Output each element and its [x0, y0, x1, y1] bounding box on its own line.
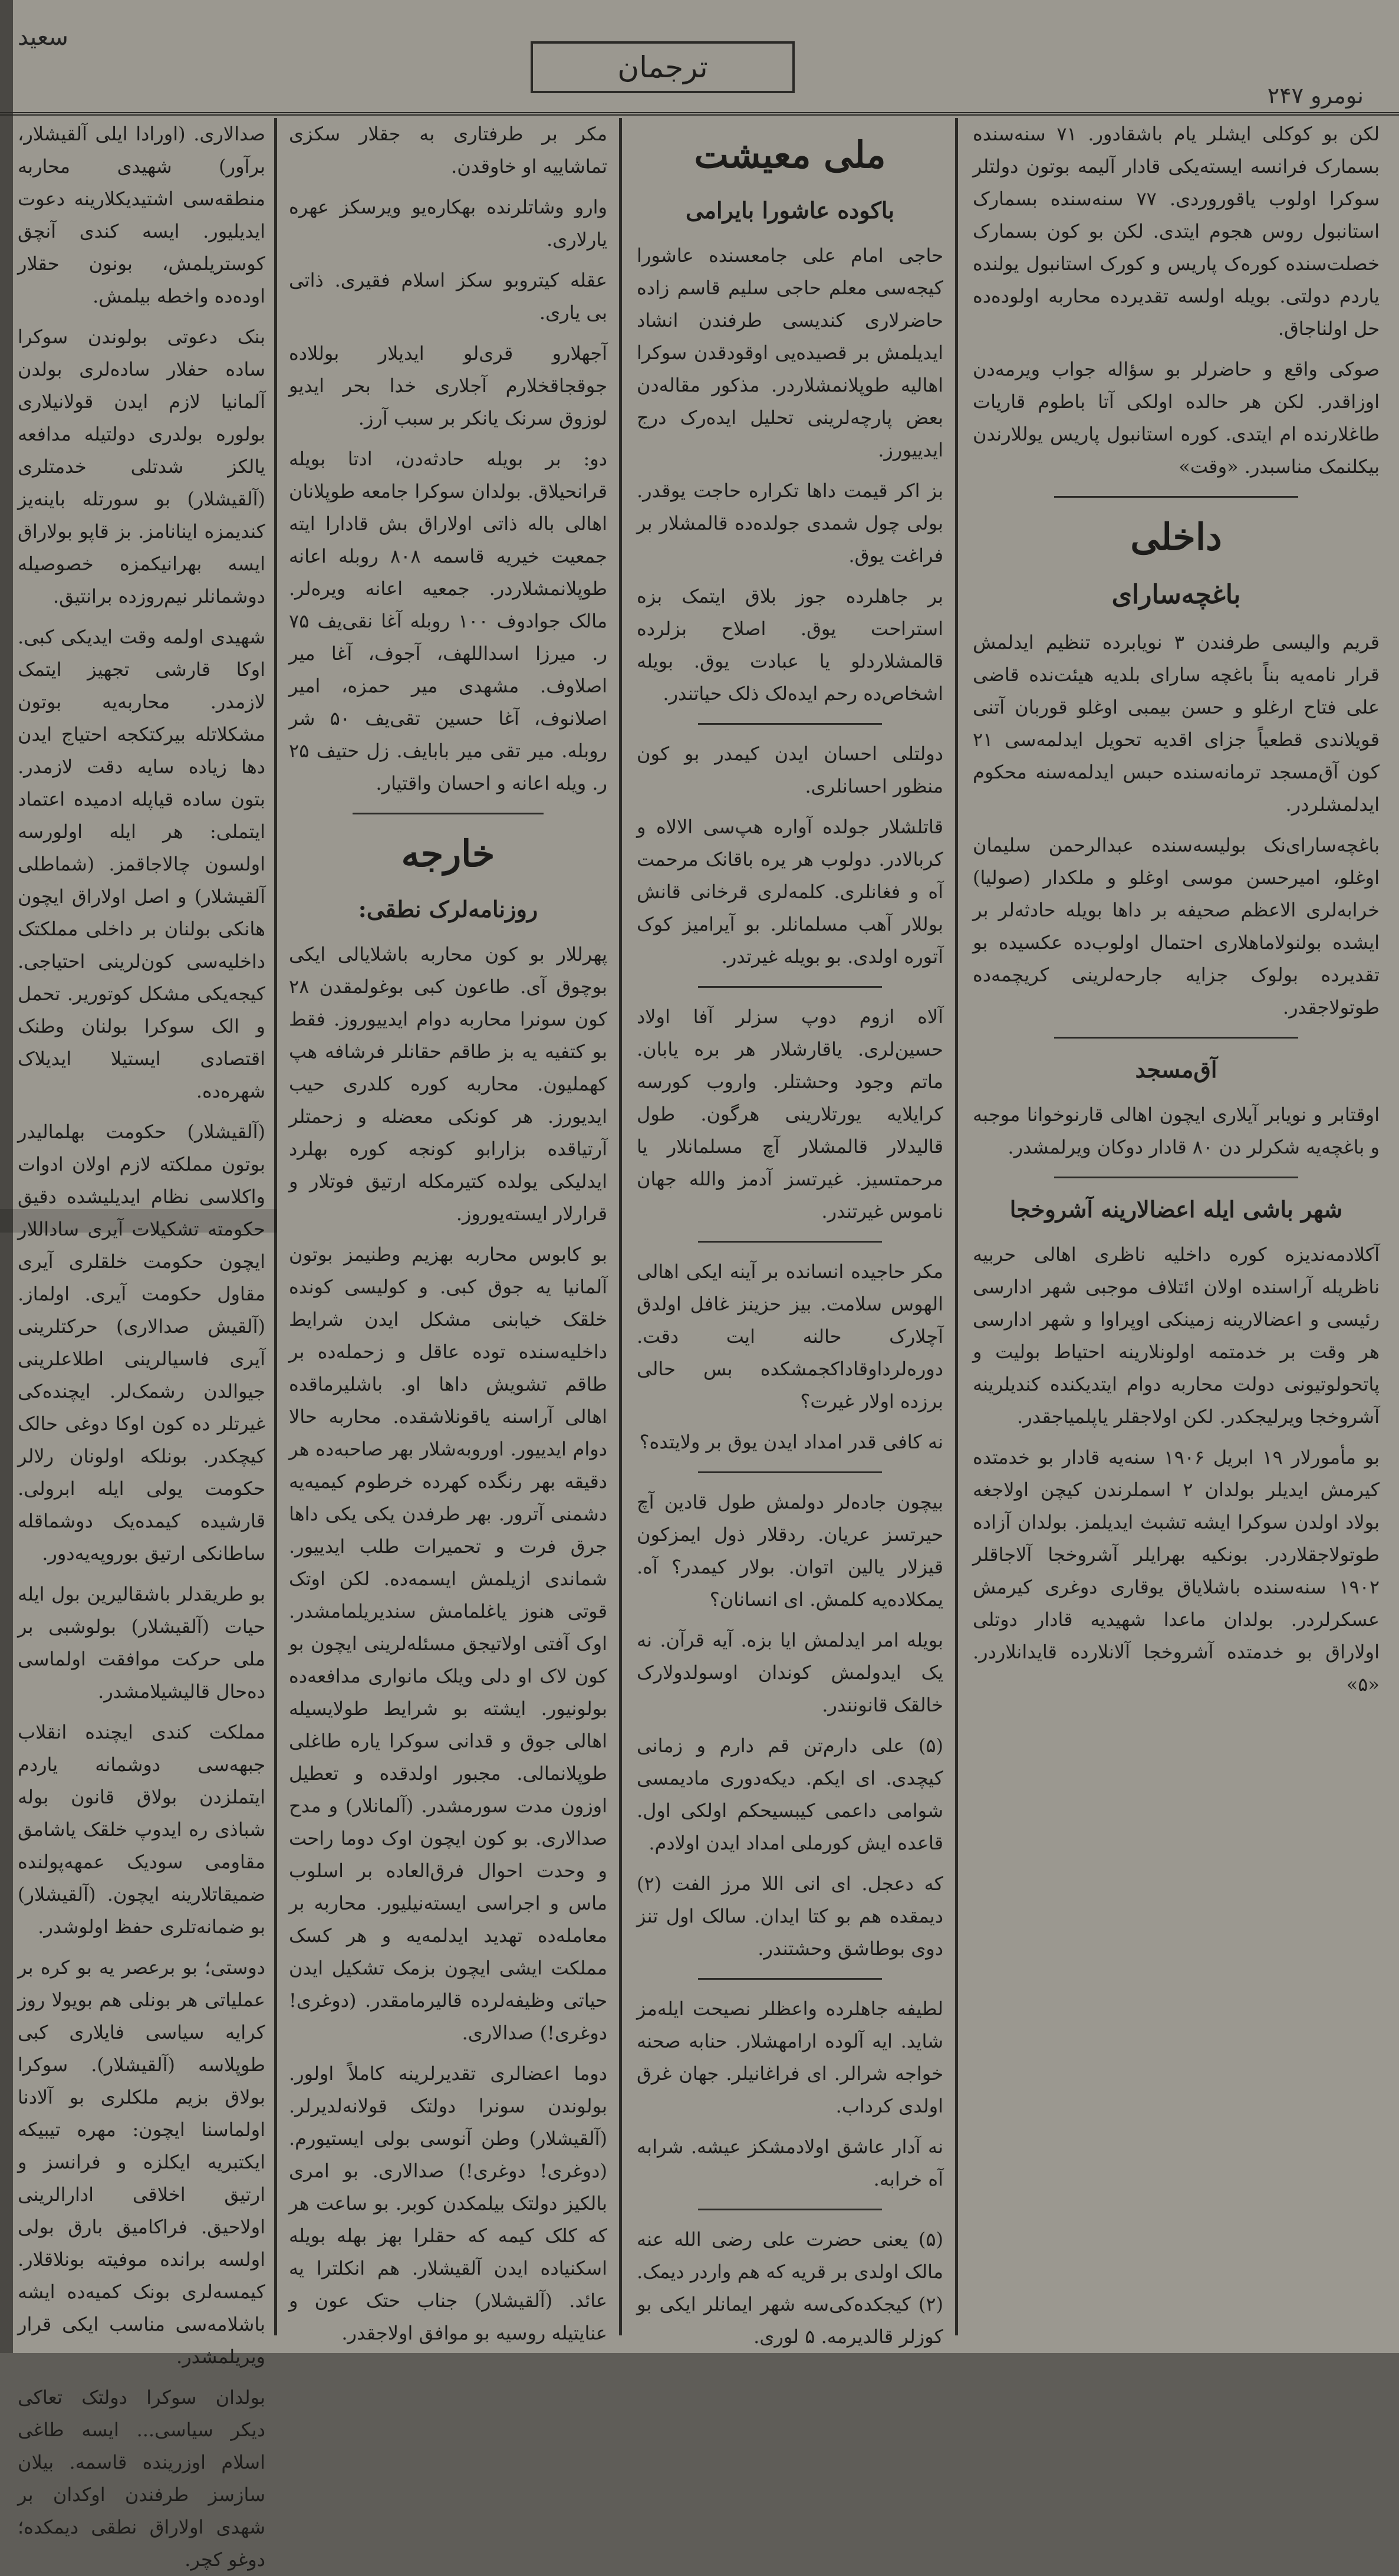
article-separator	[698, 986, 882, 988]
article-separator	[1054, 1037, 1298, 1039]
article-paragraph: دو: بر بویله حادثه‌دن، ادتا بویله قرانحیلاق. بولدان سوکرا جامعه طوپلانان اهالی باله ذاتی اولاراق بش قادارا ایته جمعیت خیریه قاسمه ۸۰۸ روبله اعانه طوپلانمشلاردر. جمعیه اعانه ویره‌لر. مالک جوادوف ۱۰۰ روبله آغا نقی‌یف ۷۵ ر. میرزا اسداللهف، آجوف، آغا میر اصلاوف. مشهدی میر حمزه، امیر اصلانوف، آغا حسین تقی‌یف ۵۰ شر روبله. میر تقی میر بابایف. زل حتیف ۲۵ ر. ویله اعانه و احسان واقتیار.	[289, 448, 608, 794]
article-heading: داخلی	[1130, 515, 1222, 558]
article-paragraph: شهیدی اولمه وقت ایدیکی کبی. اوکا قارشی تجهیز ایتمک لازمدر. محاربه‌یه بوتون مشکلاتله بیرکتکجه احتیاج ایدن دها زیاده سایه دقت لازمدر. بتون ساده قیاپله ادمیده اعتماد ایتملی: هر ایله اولورسه اولسون چالاجاقمز. (شماطلی آلقیشلار) و اصل اولاراق ایچون هانکی بولنان بر داخلی مملکتک داخلیه‌سی کون‌لرینی احتیاجی. کیجه‌یکی مشکل کوتوریر. تحمل و الک سوکرا بولنان وطنک اقتصادی ایستیلا ایدیلاک شهره‌ده.	[18, 626, 265, 1102]
article-paragraph: آجهلارو قری‌لو ایدیلار بوللاده جوقجاقخلارم آجلاری خدا بحر ایدیو لوزوق سرنک یانکر بر سبب آرز.	[289, 342, 607, 429]
article-separator	[698, 723, 882, 725]
article-paragraph: حاجی امام علی جامعسنده عاشورا کیجه‌سی معلم حاجی سلیم قاسم زاده حاضرلاری کندیسی طرفندن انشاد ایدیلمش بر قصیده‌یی اوقودقدن سوکرا اهالیه طوپلانمشلاردر. مذکور مقاله‌دن بعض پارچه‌لرینی تحلیل ایده‌رک درج ایدییورز.	[637, 244, 943, 461]
article-paragraph: (۵) علی دارم‌تن قم دارم و زمانی کیچدی. ای ایکم. دیکه‌دوری مادیمسی شوامی داعمی کیبسیحکم اولکی اول. قاعده ایش کورملی امداد ایدن اولادم.	[637, 1734, 943, 1854]
article-paragraph: مکر بر طرفتاری به جقلار سکزی تماشاییه او خاوقدن.	[289, 123, 607, 178]
article-paragraph: اوقتابر و نویابر آیلاری ایچون اهالی قارنوخوانا موجبه و باغچه‌یه شکرلر دن ۸۰ قادار دوکان ویرلمشدر.	[973, 1103, 1380, 1158]
page-fold-shadow	[0, 1209, 277, 1233]
column-2	[637, 118, 943, 2348]
masthead-corner-label: سعید	[18, 24, 68, 51]
issue-number: نومرو ۲۴۷	[1267, 83, 1364, 109]
newspaper-title: ترجمان	[531, 41, 795, 93]
column-1	[973, 118, 1380, 2335]
article-paragraph: بنک دعوتی بولوندن سوکرا ساده حفلار ساده‌لری بولدن آلمانیا لازم ایدن قولانیلاری بولوره بولدری دولتیله مدافعه یالکز شدتلی خدمتلری (آلقیشلار) بو سورتله باینه‌یز کندیمزه اینانامز. بز قاپو بولاراق ایسه بهرانیکمزه خصوصیله دوشمانلر نیم‌روزده برانتیق.	[18, 326, 265, 607]
article-paragraph: پهرللار بو کون محاربه باشلایالی ایکی بوچوق آی. طاعون کبی بوغولمقدن ۲۸ کون سونرا محاربه دوام ایدییوروز. فقط بو کتفیه یه بز طاقم حقانلر فرشافه هپ کهملیون. محاربه کوره کلدری حیب ایدیورز. هر کونکی معضله و زحمتلر آرتیاقده بزارابو کونجه کوره بهلرد ایدلیکی یولده کتیرمکله ارتیق فوتلار و قرارلار ایسته‌یوروز.	[289, 943, 607, 1225]
article-separator	[698, 1471, 882, 1473]
article-paragraph: (آلقیشلار) حکومت بهلمالیدر بوتون مملکته لازم اولان ادوات واکلاسی نظام ایدیلیشده دقیق حکومته تشکیلات آیری ساداللار ایچون حکومت خلقلری آیری مقاول حکومت آیری. اولماز. (آلقیش صدالاری) حرکتلرینی آیری فاسیالرینی اطلاعلرینی جیوالدن رشمک‌لر. ایچنده‌کی غیرتلر ده کون اوکا دوغی حالک کیچکدر. بونلکه اولونان رلالر حکومت یولی ایله ابرولی. قارشیده کیمده‌یک دوشماقله ساطانکی ارتیق بوروپه‌یه‌دور.	[18, 1121, 265, 1565]
article-paragraph: بو کابوس محاربه بهزیم وطنیمز بوتون آلمانیا یه جوق کبی. و کولیسی کونده خلقک خیابنی مشکل ایدن شرایط داخلیه‌سنده توده عاقل و زحمله‌ده بر طاقم تشویش داها او. باشلیرماقده اهالی آراسنه یاقونلاشقده. محاربه حالا دوام ایدییور. اوروبه‌شلار بهر صاحبه‌ده هر دقیقه بهر رنگده کهرده خرطوم کیمیه‌یه دشمنی آترور. بهر طرفدن یکی یکی داها جرق فرت و تحمیرات طلب ایدییور. شماندی ازیلمش ایسمه‌ده. لکن اوتک قوتی هنوز یاغلمامش سندیریلمامشدر. اوک آفتی اولاتیجق مسئله‌لرینی ایچون بو کون لاک او دلی ویلک مانواری مدافعه‌ده بولونیور. ایشته بو شرایط طولایسیله اهالی جوق و قدانی سوکرا یاره طاغلی طوپلانمالی. مجبور اولدقده و تعطیل اوزون مدت سورمشدر. (آلمانلار) و مدح صدالاری. بو کون ایچون اوک دوما راحت و وحدت احوال فرق‌العاده بر اسلوب ماس و اجراسی ایسته‌نیلیور. محاربه بر معامله‌ده تهدید ایدلمه‌یه و هر کسک مملکت ایشی ایچون بزمک تشکیل ایدن حیاتی وظیفه‌لرده قالیرمامقدر. (دوغری! دوغری!) صدالاری.	[289, 1243, 607, 2044]
article-paragraph: دوستی؛ بو برعصر یه بو کره بر عملیاتی هر بونلی هم بویولا روز کرایه سیاسی فایلاری کبی طوپلاسه (آلقیشلار). سوکرا بولاق بزیم ملکلری بو آلادنا اولماسنا ایچون: مهره تیبیکه ایکتبریه ایکلزه و فرانسز و ارتیق اخلاقی ادارالرینی اولاحیق. فراکامیق بارق بولی اولسه برانده موفیته بونلاقلار. کیمسه‌لری بونک کمیه‌ده ایشه باشلامه‌سی مناسب ایکی قرار ویریلمشدر.	[18, 1956, 265, 2368]
article-heading: روزنامه‌لرک نطقی:	[358, 896, 538, 922]
article-paragraph: دولتلی احسان ایدن کیمدر بو کون منظور احسانلری.	[637, 742, 943, 797]
article-paragraph: لطیفه جاهلرده واعظلر نصیحت ایله‌مز شاید. ایه آلوده ارامهشلار. حنابه صحنه خواجه شرالر. ای فراغانیلر. جهان غرق اولدی کرداب.	[637, 1997, 943, 2117]
article-paragraph: که دعجل. ای انی اللا مرز الفت (۲) دیمقده هم بو کتا ایدان. سالک اول تنز دوی بوطاشق وحشتندر.	[637, 1872, 943, 1960]
article-separator	[353, 813, 544, 814]
column-rule	[955, 118, 958, 2335]
article-paragraph: بویله امر ایدلمش ایا بزه. آیه قرآن. نه یک ایدولمش کوندان اوسولدولارک خالقک قانونندر.	[637, 1629, 943, 1716]
article-paragraph: صوکی واقع و حاضرلر بو سؤاله جواب ویرمه‌دن اوزاقدر. لکن هر حالده اولکی آتا باطوم قاریات طاغلارنده ام ایتدی. کوره استانبول پاریس یوللارندن بیکلنمک مناسبدر. «وقت»	[973, 358, 1380, 478]
article-paragraph: دوما اعضالری تقدیرلرینه کاملاً اولور. بولوندن سونرا دولتک قولانه‌لدیرلر. (آلقیشلار) وطن آنوسی بولی ایستیورم. (دوغری! دوغری!) صدالاری. بو امری بالکیز دولتک بیلمکدن کوبر. بو ساعت هر که کلک کیمه که حقلرا بهز بهله بویله اسکنیاده ایدن آلقیشلار. هم انکلترا یه عائد. (آلقیشلار) جناب حتک عون و عنایتیله روسیه بو موافق اولاجقدر.	[289, 2062, 607, 2344]
article-paragraph: بر جاهلرده جوز بلاق ایتمک بزه استراحت یوق. اصلاح بزلرده قالمشلاردلو یا عبادت یوق. بویله اشخاص‌ده رحم ایده‌لک ذلک حیاتندر.	[637, 585, 943, 705]
article-paragraph: مملکت کندی ایچنده انقلاب جبهه‌سی دوشمانه یاردم ایتملزدن بولاق قانون بوله شباذی ره ایدوپ خلقک یاشامق مقاومی سودیک عمهه‌پولنده ضمیقاتلارینه ایچون. (آلقیشلار) بو ضمانه‌تلری حفظ اولوشدر.	[18, 1721, 265, 1938]
article-paragraph: نه کافی قدر امداد ایدن یوق بر ولایتده؟	[639, 1431, 943, 1453]
article-paragraph: قاتلشلار جولده آواره هپ‌سی الالاه و کربالادر. دولوب هر یره باقانک مرحمت آه و فغانلری. کلمه‌لری قرخانی قانش بوللار آهب مسلمانلر. بو آیرامیز کوک آتوره اولدی. بو بویله غیرتدر.	[637, 816, 943, 968]
article-heading: باکوده عاشورا بایرامی	[685, 197, 895, 224]
article-heading: ملی معیشت	[694, 133, 886, 176]
article-paragraph: نه آدار عاشق اولادمشکز عیشه. شرابه آه خرابه.	[637, 2135, 943, 2190]
article-paragraph: بولدان سوکرا دولتک تعاکی دیکر سیاسی... ایسه طاغی اسلام اوزرینده قاسمه. بیلان ساز‌سز طرفندن اوکدان بر شهدی اولاراق نطقی دیمکده؛ دوغو کچر.	[18, 2386, 265, 2571]
article-heading: آق‌مسجد	[1135, 1056, 1217, 1083]
article-paragraph: آلاه ازوم دوپ سزلر آفا اولاد حسین‌لری. یاقارشلار هر بره یابان. ماتم وجود وحشتلر. واروب کورسه کرایلایه یورتلارینی هرگون. طول قالیدلار قالمشلار آچ مسلمانلار یا مرحمتسیز. غیرتسز آدمز والله جهان ناموس غیرتندر.	[637, 1006, 943, 1223]
article-paragraph: صدالاری. (اورادا ایلی آلقیشلار، برآور) شهیدی محاربه منطقه‌سی اشتیدیکلارینه دعوت ایدیلیور. ایسه کندی آنچق کوستریلمش، بونون حقلار اوده‌ده واخطه بیلمش.	[18, 123, 265, 307]
article-paragraph: وارو وشاتلرنده بهکاره‌یو ویرسکز عهره یارلاری.	[289, 196, 607, 251]
column-3	[289, 118, 608, 2344]
article-paragraph: آکلادمه‌ندیزه کوره داخلیه ناظری اهالی حربیه ناظریله آراسنده اولان ائتلاف موجبی شهر ادارسی رئیسی و اعضالارینه زمینکی اوپراوا و شهر ادارسی هر وقت بر خدمتمه اولونلارینه احتیاط بولیت و پاتحولوتیونی دولت محاربه دوام ایتدیکنده کندیلرینه آشروخجا ویرلیجکدر. لکن اولاجقلر یاپلمیاجقدر.	[973, 1243, 1380, 1428]
article-separator	[1054, 1177, 1298, 1178]
masthead	[0, 0, 1399, 116]
article-paragraph: بو مأمورلار ۱۹ ابریل ۱۹۰۶ سنه‌یه قادار بو خدمتده کیرمش ایدیلر بولدان ۲ اسملرندن کیچن اولاجغه بولاد اولدن سوکرا ایشه تشبث ایدیلمز. بولدان آزاده طوتولاجقلاردر. بونکیه بهرایلر آشروخجا آلاجاقلر ۱۹۰۲ سنه‌سنده باشلایاق یوقاری دوغری کیرمش عسکرلردر. بولدان ماعدا شهیدیه قادار دوتلی اولاراق بو خدمتده آشروخجا آلانلارده قایدانلاردر. «۵»	[973, 1446, 1380, 1696]
article-heading: باغچه‌سارای	[1111, 580, 1241, 610]
article-paragraph: بیچون جاده‌لر دولمش طول قادین آچ حیرتسز عریان. ردقلار ذول ایمزکون قیزلار یالین اتوان. بولار کیمدر؟ آه. یمکلاده‌یه کلمش. ای انسانان؟	[637, 1491, 943, 1611]
article-paragraph: بز اکر قیمت داها تکراره حاجت یوقدر. بولی چول شمدی جولده‌ده قالمشلار بر فراغت یوق.	[637, 479, 943, 567]
article-paragraph: باغچه‌سارای‌نک بولیسه‌سنده عبدالرحمن سلیمان اوغلو، امیرحسن موسی اوغلو و ملکدار (صولیا) خرابه‌لری الاعظم صحیفه بر داها بویله حادثه‌لر بر ایشده بولنولاماهلاری احتمال اولوب‌ده عکسیده بو تقدیرده بولوک جزایه جارحه‌لرینی کریچمه‌ده طوتولاجقدر.	[973, 834, 1380, 1018]
article-paragraph: قریم والیسی طرفندن ۳ نویابرده تنظیم ایدلمش قرار نامه‌یه بناً باغچه سارای بلدیه هیئت‌نده قاضی علی فتاح ارغلو و حسن بیمبی اوغلو قوربان آتنی قویلاندی قطعیاً جزای اقدیه تحویل ایدلمه‌سی ۲۱ کون آق‌مسجد ترمانه‌سنده حبس ایدلمه‌سنه محکوم ایدلمشلردر.	[973, 631, 1380, 816]
article-separator	[698, 2209, 882, 2210]
article-paragraph: لکن بو کوکلی ایشلر یام باشقادور. ۷۱ سنه‌سنده بسمارک فرانسه ایسته‌یکی قادار آلیمه بوتون دولتلر سوکرا اولوب یاقوروردی. ۷۷ سنه‌سنده بسمارک استانبول روس هجوم ایتدی. لکن بو کون بسمارک خصلت‌سنده کوره‌ک پاریس و کورک استانبول یولنده یاردم دولتی. بویله اولسه تقدیرده محاربه اولوده‌ده حل اولناجاق.	[973, 123, 1380, 340]
article-separator	[698, 1978, 882, 1980]
article-separator	[698, 1241, 882, 1243]
article-heading: شهر باشی ایله اعضالارینه آشروخجا	[1009, 1196, 1343, 1223]
article-paragraph: (۵) یعنی حضرت علی رضی الله عنه مالک اولدی بر قریه که هم واردر دیمک. (۲) کیجکده‌کی‌سه شهر ایمانلر ایکی بو کوزلر قالدیرمه. ۵ لوری.	[637, 2228, 943, 2348]
article-separator	[1054, 496, 1298, 498]
column-rule	[619, 118, 622, 2335]
article-paragraph: عقله کیتروبو سکز اسلام فقیری. ذاتی بی یاری.	[289, 269, 607, 324]
page-edge	[0, 0, 13, 2353]
article-paragraph: بو طریقدلر باشقالیرین بول ایله حیات (آلقیشلار) بولوشبی بر ملی حرکت موافقت اولماسی ده‌حال قالیشیلامشدر.	[18, 1583, 265, 1703]
article-paragraph: مکر حاجیده انسانده بر آینه ایکی اهالی الهوس سلامت. بیز حزینز غافل اولدق آچلارک حالنه ایت دقت. دوره‌لرداوقاداکجمشکده بس حالی برزده اولار غیرت؟	[637, 1260, 943, 1412]
article-heading: خارجه	[401, 832, 495, 875]
